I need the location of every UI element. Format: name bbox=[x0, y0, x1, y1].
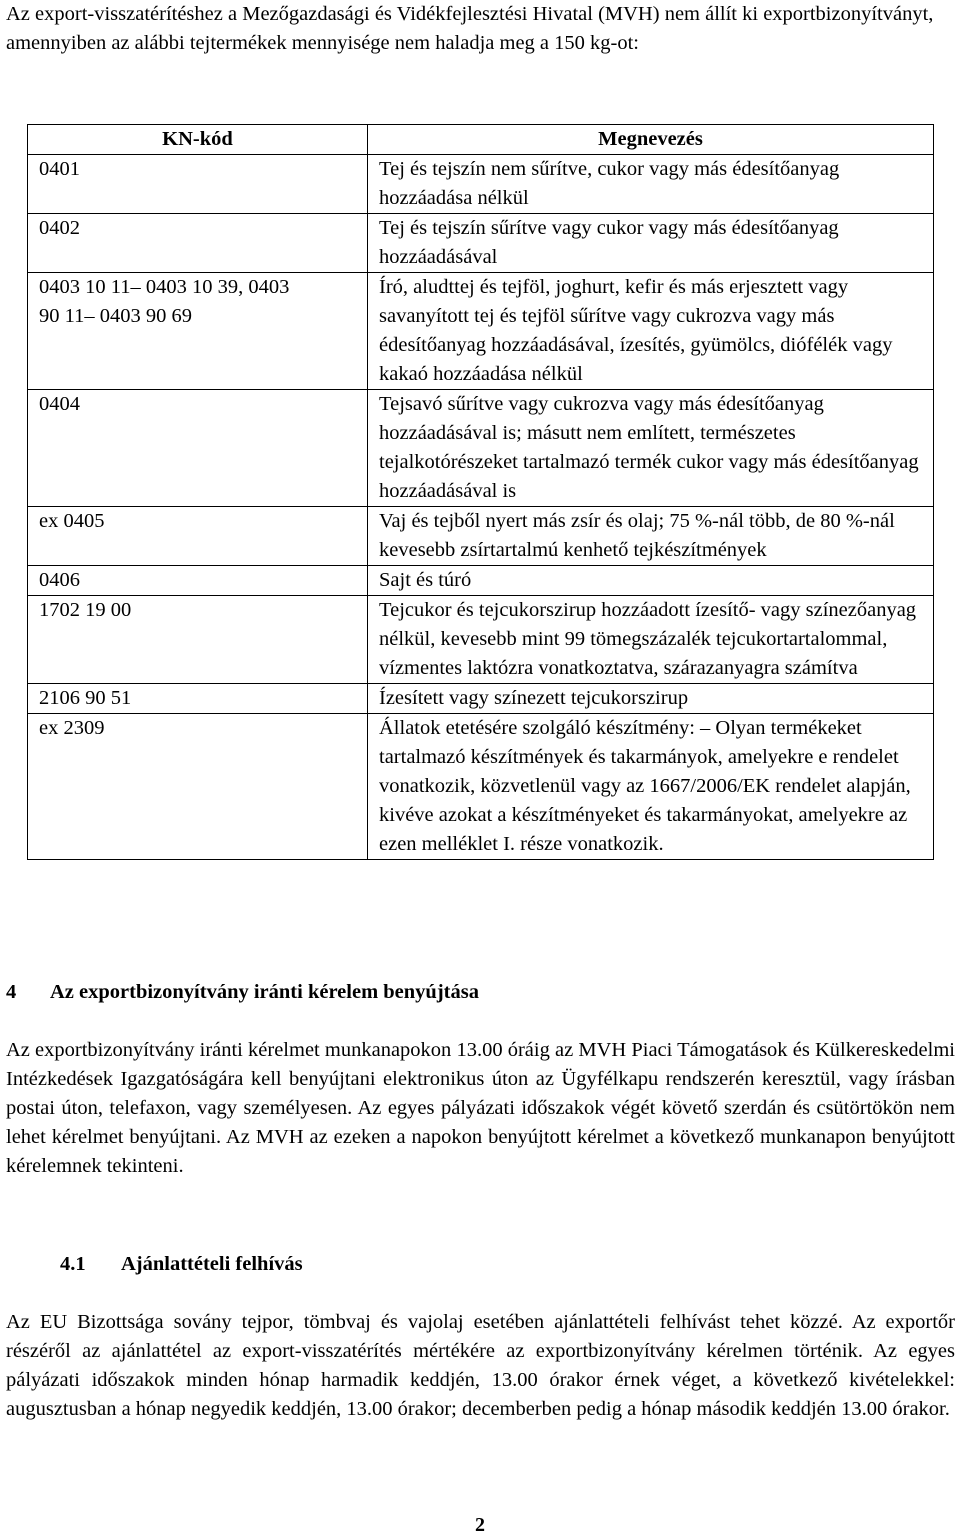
row-description: Tejsavó sűrítve vagy cukrozva vagy más édesítőanyag hozzáadásával is; másutt nem említett, természetes tejalkotórészeket tartalmazó termék cukor vagy más édesítőanyag hozzáadásával is bbox=[368, 390, 934, 507]
row-description: Tej és tejszín sűrítve vagy cukor vagy más édesítőanyag hozzáadásával bbox=[368, 214, 934, 273]
section-number: 4.1 bbox=[60, 1253, 86, 1275]
row-code: 0403 10 11– 0403 10 39, 0403 90 11– 0403 90 69 bbox=[28, 273, 368, 390]
section-title: Az exportbizonyítvány iránti kérelem benyújtása bbox=[50, 981, 479, 1003]
table-row bbox=[28, 214, 934, 273]
section-number: 4 bbox=[6, 981, 17, 1003]
row-description: Vaj és tejből nyert más zsír és olaj; 75 %-nál több, de 80 %-nál kevesebb zsírtartalmú kenhető tejkészítmények bbox=[368, 507, 934, 566]
intro-paragraph: Az export-visszatérítéshez a Mezőgazdasági és Vidékfejlesztési Hivatal (MVH) nem állít ki exportbizonyítványt, amennyiben az alábbi tejtermékek mennyisége nem haladja meg a 150 kg-ot: bbox=[6, 3, 934, 54]
page-number: 2 bbox=[475, 1514, 485, 1536]
kn-code-table bbox=[27, 124, 934, 860]
row-description: Tej és tejszín nem sűrítve, cukor vagy más édesítőanyag hozzáadása nélkül bbox=[368, 155, 934, 214]
section-4-1-paragraph: Az EU Bizottsága sovány tejpor, tömbvaj és vajolaj esetében ajánlattételi felhívást tehet közzé. Az exportőr részéről az ajánlattétel az export-visszatérítés mértékére az exportbizonyítvány kérelmen történik. Az egyes pályázati időszakok minden hónap harmadik keddjén, 13.00 órakor érnek véget, a következő kivételekkel: augusztusban a hónap negyedik keddjén, 13.00 órakor; decemberben pedig a hónap második keddjén 13.00 órakor. bbox=[6, 1311, 955, 1420]
row-code: 0406 bbox=[28, 566, 368, 596]
table-row bbox=[28, 714, 934, 860]
row-description: Sajt és túró bbox=[368, 566, 934, 596]
table-row bbox=[28, 566, 934, 596]
table-row bbox=[28, 507, 934, 566]
table-row bbox=[28, 273, 934, 390]
table-row bbox=[28, 390, 934, 507]
row-code: 0401 bbox=[28, 155, 368, 214]
row-code: 0402 bbox=[28, 214, 368, 273]
row-description: Állatok etetésére szolgáló készítmény: – Olyan termékeket tartalmazó készítmények és takarmányok, amelyekre e rendelet vonatkozik, közvetlenül vagy az 1667/2006/EK rendelet alapján, kivéve azokat a készítményeket és takarmányokat, amelyekre az ezen melléklet I. része vonatkozik. bbox=[368, 714, 934, 860]
section-4-1-heading bbox=[60, 1250, 303, 1279]
row-code: ex 0405 bbox=[28, 507, 368, 566]
section-4-paragraph: Az exportbizonyítvány iránti kérelmet munkanapokon 13.00 óráig az MVH Piaci Támogatások és Külkereskedelmi Intézkedések Igazgatóságára kell benyújtani elektronikus úton az Ügyfélkapu rendszerén keresztül, vagy írásban postai úton, telefaxon, vagy személyesen. Az egyes pályázati időszakok végét követő szerdán és csütörtökön nem lehet kérelmet benyújtani. Az MVH az ezeken a napokon benyújtott kérelmet a következő munkanapon benyújtott kérelemnek tekinteni. bbox=[6, 1039, 955, 1177]
row-description: Tejcukor és tejcukorszirup hozzáadott ízesítő- vagy színezőanyag nélkül, kevesebb mint 99 tömegszázalék tejcukortartalommal, vízmentes laktózra vonatkoztatva, szárazanyagra számítva bbox=[368, 596, 934, 684]
row-code: 1702 19 00 bbox=[28, 596, 368, 684]
header-kn-code: KN-kód bbox=[28, 125, 368, 155]
header-description: Megnevezés bbox=[368, 125, 934, 155]
section-4-heading bbox=[6, 978, 479, 1007]
section-title: Ajánlattételi felhívás bbox=[121, 1253, 303, 1275]
row-code: 2106 90 51 bbox=[28, 684, 368, 714]
row-code: ex 2309 bbox=[28, 714, 368, 860]
row-code: 0404 bbox=[28, 390, 368, 507]
table-row bbox=[28, 596, 934, 684]
table-row bbox=[28, 155, 934, 214]
row-description: Ízesített vagy színezett tejcukorszirup bbox=[368, 684, 934, 714]
row-description: Író, aludttej és tejföl, joghurt, kefir és más erjesztett vagy savanyított tej és tejföl sűrítve vagy cukrozva vagy más édesítőanyag hozzáadásával, ízesítés, gyümölcs, diófélék vagy kakaó hozzáadása nélkül bbox=[368, 273, 934, 390]
table-row bbox=[28, 684, 934, 714]
table-header-row bbox=[28, 125, 934, 155]
